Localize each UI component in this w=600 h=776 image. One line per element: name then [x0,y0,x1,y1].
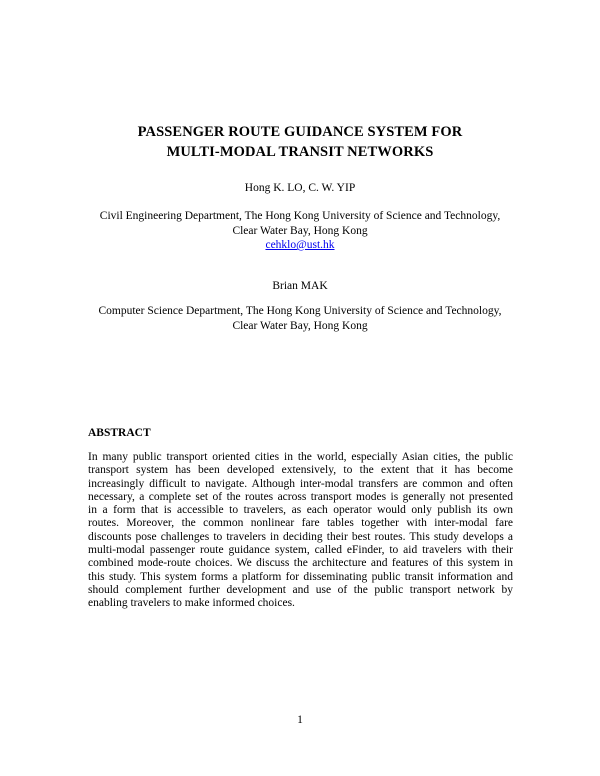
affiliation-2 [0,304,600,333]
affiliation-1-line-2: Clear Water Bay, Hong Kong [232,224,368,237]
title-line-2: MULTI-MODAL TRANSIT NETWORKS [166,144,434,160]
affiliation-1-line-1: Civil Engineering Department, The Hong Kong University of Science and Technology, [99,210,501,222]
author-email-link[interactable]: cehklo@ust.hk [265,239,335,251]
abstract-line: multi-modal passenger route guidance system, called eFinder, to aid travelers with their [88,544,513,557]
abstract-line: discounts pose challenges to travelers in deciding their best routes. This study develops a [88,530,513,543]
abstract-line: enabling travelers to make informed choices. [88,597,295,610]
title-line-1: PASSENGER ROUTE GUIDANCE SYSTEM FOR [137,124,463,140]
affiliation-2-line-1: Computer Science Department, The Hong Kong University of Science and Technology, [98,305,502,317]
affiliation-1 [0,209,600,253]
author-names-1: Hong K. LO, C. W. YIP [244,182,356,194]
abstract-line: in a form that is accessible to travelers, as each operator would only publish its own [88,504,513,517]
abstract-line: should complement further development and use of the public transport network by [88,583,513,596]
abstract-line: In many public transport oriented cities in the world, especially Asian cities, the public [88,451,513,463]
paper-title [0,122,600,162]
abstract-line: increasingly difficult to navigate. Although inter-modal transfers are common and often [88,477,513,490]
abstract-body [88,451,513,611]
abstract-line: combined mode-route choices. We discuss the architecture and features of this system in [88,557,513,570]
page-number: 1 [297,714,303,726]
abstract-line: transport system has been developed extensively, to the extent that it has become [88,464,513,477]
affiliation-2-line-2: Clear Water Bay, Hong Kong [232,319,368,332]
abstract-line: routes. Moreover, the common nonlinear fare tables together with inter-modal fare [88,517,513,530]
author-names-2: Brian MAK [272,280,328,292]
abstract-line: necessary, a complete set of the routes across transport modes is generally not presented [88,490,513,503]
abstract-heading: ABSTRACT [88,427,151,439]
abstract-line: this study. This system forms a platform for disseminating public transit information and [88,570,513,583]
